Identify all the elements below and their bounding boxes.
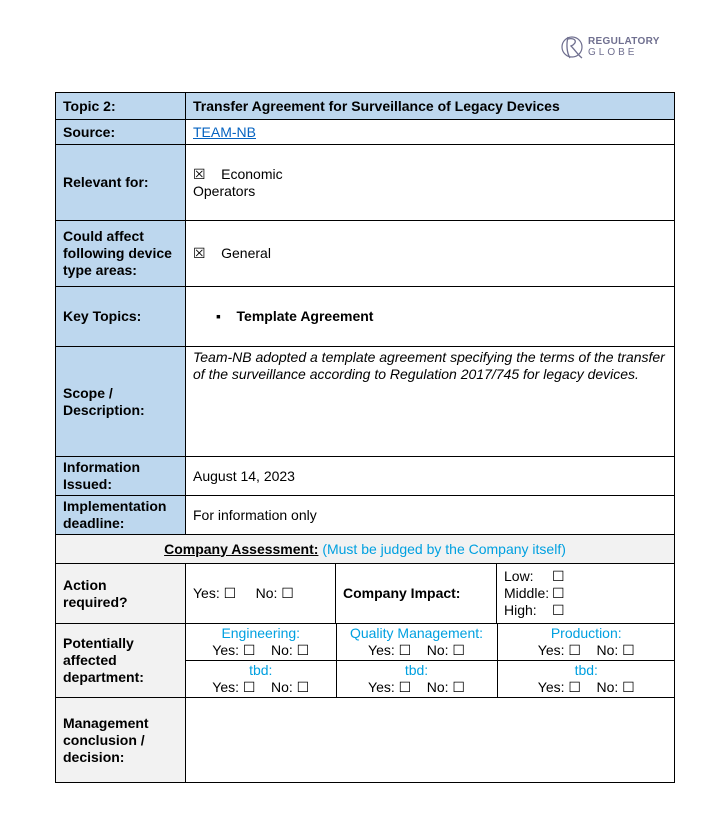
topic-table bbox=[55, 92, 675, 783]
dept-no-checkbox[interactable]: No: ☐ bbox=[426, 679, 465, 695]
departments-label-l1: Potentially bbox=[63, 635, 134, 651]
affect-row bbox=[56, 221, 675, 287]
management-label bbox=[56, 698, 186, 783]
affect-label-l3: type areas: bbox=[63, 262, 137, 278]
departments-grid bbox=[186, 624, 675, 698]
affect-label bbox=[56, 221, 186, 287]
deadline-value: For information only bbox=[186, 496, 675, 535]
dept-no-checkbox[interactable]: No: ☐ bbox=[271, 642, 310, 658]
topic-label: Topic 2: bbox=[56, 93, 186, 120]
action-row bbox=[56, 564, 675, 624]
impact-choice bbox=[497, 564, 675, 624]
scope-label-l2: Description: bbox=[63, 401, 145, 418]
source-row bbox=[56, 120, 675, 145]
globe-logo-icon bbox=[560, 33, 586, 61]
dept-yes-checkbox[interactable]: Yes: ☐ bbox=[368, 642, 412, 658]
dept-no-checkbox[interactable]: No: ☐ bbox=[271, 679, 310, 695]
action-label bbox=[56, 564, 186, 624]
relevant-row bbox=[56, 145, 675, 221]
action-label-l2: required? bbox=[63, 593, 128, 610]
dept-no-checkbox[interactable]: No: ☐ bbox=[596, 679, 635, 695]
issued-row bbox=[56, 457, 675, 496]
dept-yes-checkbox[interactable]: Yes: ☐ bbox=[368, 679, 412, 695]
key-topics-row bbox=[56, 287, 675, 347]
logo-line-2: GLOBE bbox=[588, 47, 638, 58]
impact-middle[interactable]: Middle: ☐ bbox=[504, 585, 565, 601]
relevant-value bbox=[186, 145, 675, 221]
dept-no-checkbox[interactable]: No: ☐ bbox=[426, 642, 465, 658]
dept-tbd-3: tbd: Yes: ☐ No: ☐ bbox=[497, 661, 675, 698]
dept-tbd-1: tbd: Yes: ☐ No: ☐ bbox=[186, 661, 336, 698]
dept-tbd-2: tbd: Yes: ☐ No: ☐ bbox=[336, 661, 497, 698]
deadline-row bbox=[56, 496, 675, 535]
bullet-icon: ▪ bbox=[216, 308, 221, 324]
dept-yes-checkbox[interactable]: Yes: ☐ bbox=[212, 679, 256, 695]
scope-description: Team-NB adopted a template agreement specifying the terms of the transfer of the surveillance according to Regulation 2017/745 for legacy devices. bbox=[186, 347, 675, 457]
assessment-note: (Must be judged by the Company itself) bbox=[322, 540, 566, 557]
departments-label-l3: department: bbox=[63, 669, 144, 685]
affect-label-l2: following device bbox=[63, 245, 172, 261]
issued-value: August 14, 2023 bbox=[186, 457, 675, 496]
topic-row bbox=[56, 93, 675, 120]
action-no-checkbox[interactable]: No: ☐ bbox=[255, 585, 294, 601]
management-row bbox=[56, 698, 675, 783]
management-label-l3: decision: bbox=[63, 748, 125, 765]
scope-row bbox=[56, 347, 675, 457]
deadline-label bbox=[56, 496, 186, 535]
management-label-l1: Management bbox=[63, 714, 149, 731]
affect-checkbox[interactable]: ☒ bbox=[193, 245, 206, 261]
logo-line-1: REGULATORY bbox=[588, 36, 660, 47]
departments-row bbox=[56, 624, 675, 698]
affect-value-text: General bbox=[221, 245, 271, 261]
logo-text bbox=[588, 36, 660, 58]
issued-label-l2: Issued: bbox=[63, 476, 113, 492]
dept-yes-checkbox[interactable]: Yes: ☐ bbox=[537, 679, 581, 695]
dept-quality-management: Quality Management: Yes: ☐ No: ☐ bbox=[336, 624, 497, 661]
management-label-l2: conclusion / bbox=[63, 731, 145, 748]
impact-low[interactable]: Low: ☐ bbox=[504, 568, 565, 584]
departments-label bbox=[56, 624, 186, 698]
issued-label-l1: Information bbox=[63, 459, 140, 475]
action-choice bbox=[186, 564, 336, 624]
regulatory-globe-logo bbox=[560, 33, 670, 63]
key-topics-label: Key Topics: bbox=[56, 287, 186, 347]
key-topics-value bbox=[186, 287, 675, 347]
issued-label bbox=[56, 457, 186, 496]
assessment-header-row bbox=[56, 535, 675, 564]
dept-yes-checkbox[interactable]: Yes: ☐ bbox=[212, 642, 256, 658]
impact-label: Company Impact: bbox=[336, 564, 497, 624]
relevant-value-l2: Operators bbox=[193, 182, 256, 199]
assessment-title: Company Assessment: bbox=[164, 540, 319, 557]
dept-no-checkbox[interactable]: No: ☐ bbox=[596, 642, 635, 658]
scope-label bbox=[56, 347, 186, 457]
dept-production: Production: Yes: ☐ No: ☐ bbox=[497, 624, 675, 661]
source-label: Source: bbox=[56, 120, 186, 145]
dept-yes-checkbox[interactable]: Yes: ☐ bbox=[537, 642, 581, 658]
impact-high[interactable]: High: ☐ bbox=[504, 602, 565, 618]
source-link[interactable]: TEAM-NB bbox=[193, 123, 256, 140]
assessment-header bbox=[56, 535, 675, 564]
relevant-label: Relevant for: bbox=[56, 145, 186, 221]
topic-title: Transfer Agreement for Surveillance of Legacy Devices bbox=[186, 93, 675, 120]
departments-subtable bbox=[186, 624, 675, 697]
scope-label-l1: Scope / bbox=[63, 384, 113, 401]
relevant-value-l1: Economic bbox=[221, 165, 283, 182]
management-decision-field[interactable] bbox=[186, 698, 675, 783]
relevant-checkbox[interactable]: ☒ bbox=[193, 165, 206, 182]
affect-label-l1: Could affect bbox=[63, 228, 144, 244]
dept-engineering: Engineering: Yes: ☐ No: ☐ bbox=[186, 624, 336, 661]
affect-value bbox=[186, 221, 675, 287]
action-yes-checkbox[interactable]: Yes: ☐ bbox=[193, 585, 237, 601]
departments-label-l2: affected bbox=[63, 652, 117, 668]
key-topic-item: Template Agreement bbox=[236, 308, 374, 324]
deadline-label-l2: deadline: bbox=[63, 515, 125, 531]
action-label-l1: Action bbox=[63, 576, 107, 593]
deadline-label-l1: Implementation bbox=[63, 498, 167, 514]
